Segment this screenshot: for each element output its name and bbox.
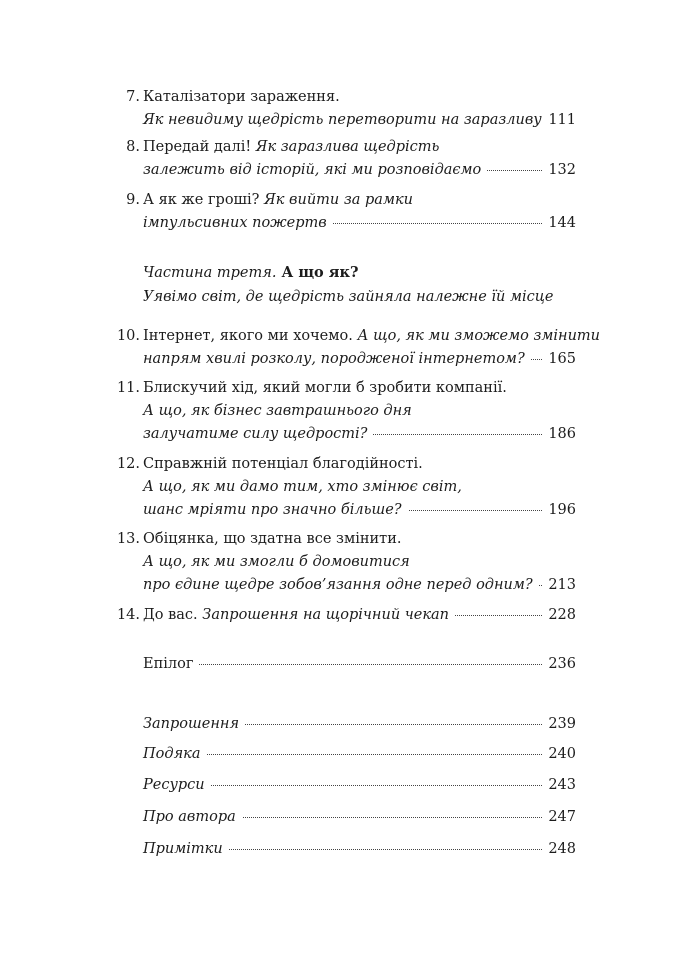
chapter-subtitle-start: Як заразлива щедрість bbox=[251, 139, 440, 155]
chapter-number: 8. bbox=[126, 139, 140, 155]
chapter-subtitle-start: А що, як ми змогли б домовитися bbox=[143, 554, 416, 570]
entry-title-line bbox=[114, 453, 576, 476]
entry-middle-line bbox=[114, 400, 576, 423]
toc-entry-8[interactable] bbox=[114, 136, 576, 182]
part-label: Частина третя. bbox=[143, 265, 277, 281]
chapter-title: Передай далі! bbox=[143, 139, 252, 155]
entry-last-line bbox=[114, 743, 576, 766]
page-number: 240 bbox=[542, 743, 576, 766]
chapter-number: 13. bbox=[116, 531, 140, 547]
entry-title-line bbox=[114, 136, 576, 159]
page-number: 165 bbox=[542, 348, 576, 371]
toc-entry-notes[interactable] bbox=[114, 838, 576, 861]
entry-last-line bbox=[114, 838, 576, 861]
page-number: 144 bbox=[542, 212, 576, 235]
chapter-subtitle: Запрошення на щорічний чекап bbox=[197, 607, 450, 623]
entry-title-line bbox=[114, 189, 576, 212]
page-number: 247 bbox=[542, 806, 576, 829]
toc-entry-9[interactable] bbox=[114, 189, 576, 235]
toc-entry-10[interactable] bbox=[114, 325, 601, 371]
back-matter-title: Запрошення bbox=[143, 716, 245, 732]
page-number: 236 bbox=[542, 653, 576, 676]
chapter-number: 12. bbox=[116, 456, 140, 472]
chapter-subtitle-start: А що, як ми дамо тим, хто змінює світ, bbox=[143, 479, 468, 495]
toc-entry-invitation[interactable] bbox=[114, 713, 576, 736]
back-matter-title: Про автора bbox=[143, 809, 242, 825]
entry-last-line bbox=[114, 109, 576, 132]
toc-entry-epilogue[interactable] bbox=[114, 653, 576, 676]
entry-last-line bbox=[114, 499, 576, 522]
part-three-heading bbox=[143, 261, 576, 309]
chapter-title: Каталізатори зараження. bbox=[143, 89, 346, 105]
toc-entry-about-author[interactable] bbox=[114, 806, 576, 829]
chapter-title: Блискучий хід, який могли б зробити компанії. bbox=[143, 380, 513, 396]
chapter-title: До вас. bbox=[143, 607, 198, 623]
chapter-subtitle-start: Як вийти за рамки bbox=[259, 192, 413, 208]
toc-entry-acknowledgements[interactable] bbox=[114, 743, 576, 766]
entry-last-line bbox=[114, 574, 576, 597]
entry-last-line bbox=[114, 348, 576, 371]
toc-entry-7[interactable] bbox=[114, 86, 576, 132]
chapter-title: Справжній потенціал благодійності. bbox=[143, 456, 429, 472]
page-number: 196 bbox=[542, 499, 576, 522]
entry-last-line bbox=[114, 159, 576, 182]
chapter-subtitle-start: А що, як бізнес завтрашнього дня bbox=[143, 403, 418, 419]
back-matter-title: Подяка bbox=[143, 746, 206, 762]
entry-last-line bbox=[114, 212, 576, 235]
entry-middle-line bbox=[114, 551, 576, 574]
back-matter-title: Ресурси bbox=[143, 777, 211, 793]
page-number: 228 bbox=[542, 604, 576, 627]
page-number: 132 bbox=[542, 159, 576, 182]
entry-middle-line bbox=[114, 476, 576, 499]
leader-dots bbox=[143, 754, 576, 755]
toc-entry-resources[interactable] bbox=[114, 774, 576, 797]
entry-last-line bbox=[114, 423, 576, 446]
chapter-number: 7. bbox=[126, 89, 140, 105]
entry-last-line bbox=[114, 653, 576, 676]
epilogue-title: Епілог bbox=[143, 656, 199, 672]
chapter-subtitle: залучатиме силу щедрості? bbox=[143, 426, 373, 442]
toc-entry-12[interactable] bbox=[114, 453, 576, 522]
toc-entry-14[interactable] bbox=[114, 604, 576, 627]
entry-last-line bbox=[114, 774, 576, 797]
chapter-subtitle: напрям хвилі розколу, породженої інтернетом? bbox=[143, 351, 531, 367]
chapter-subtitle: про єдине щедре зобов’язання одне перед одним? bbox=[143, 577, 539, 593]
entry-last-line bbox=[114, 604, 576, 627]
toc-entry-11[interactable] bbox=[114, 377, 576, 446]
part-subtitle: Уявімо світ, де щедрість зайняла належне їй місце bbox=[143, 289, 554, 305]
chapter-title: Інтернет, якого ми хочемо. bbox=[143, 328, 353, 344]
page-number: 186 bbox=[542, 423, 576, 446]
page-number: 111 bbox=[542, 109, 576, 132]
chapter-number: 11. bbox=[116, 380, 140, 396]
entry-last-line bbox=[114, 713, 576, 736]
chapter-number: 9. bbox=[126, 192, 140, 208]
chapter-title: А як же гроші? bbox=[143, 192, 260, 208]
part-title-line bbox=[143, 261, 576, 285]
chapter-subtitle: імпульсивних пожертв bbox=[143, 215, 333, 231]
entry-title-line bbox=[114, 377, 576, 400]
chapter-subtitle: залежить від історій, які ми розповідаємо bbox=[143, 162, 487, 178]
chapter-number: 14. bbox=[116, 607, 140, 623]
leader-dots bbox=[143, 664, 576, 665]
entry-title-line bbox=[114, 528, 576, 551]
back-matter-title: Примітки bbox=[143, 841, 229, 857]
entry-title-line bbox=[114, 86, 576, 109]
entry-last-line bbox=[114, 806, 576, 829]
page-number: 243 bbox=[542, 774, 576, 797]
chapter-subtitle: Як невидиму щедрість перетворити на заразливу bbox=[143, 112, 548, 128]
chapter-number: 10. bbox=[116, 328, 140, 344]
part-title: А що як? bbox=[276, 264, 359, 281]
page-number: 239 bbox=[542, 713, 576, 736]
page-number: 248 bbox=[542, 838, 576, 861]
chapter-title: Обіцянка, що здатна все змінити. bbox=[143, 531, 407, 547]
page-number: 213 bbox=[542, 574, 576, 597]
chapter-subtitle: шанс мріяти про значно більше? bbox=[143, 502, 408, 518]
toc-entry-13[interactable] bbox=[114, 528, 576, 597]
chapter-subtitle-start: А що, як ми зможемо змінити bbox=[352, 328, 601, 344]
entry-title-line bbox=[114, 325, 601, 348]
